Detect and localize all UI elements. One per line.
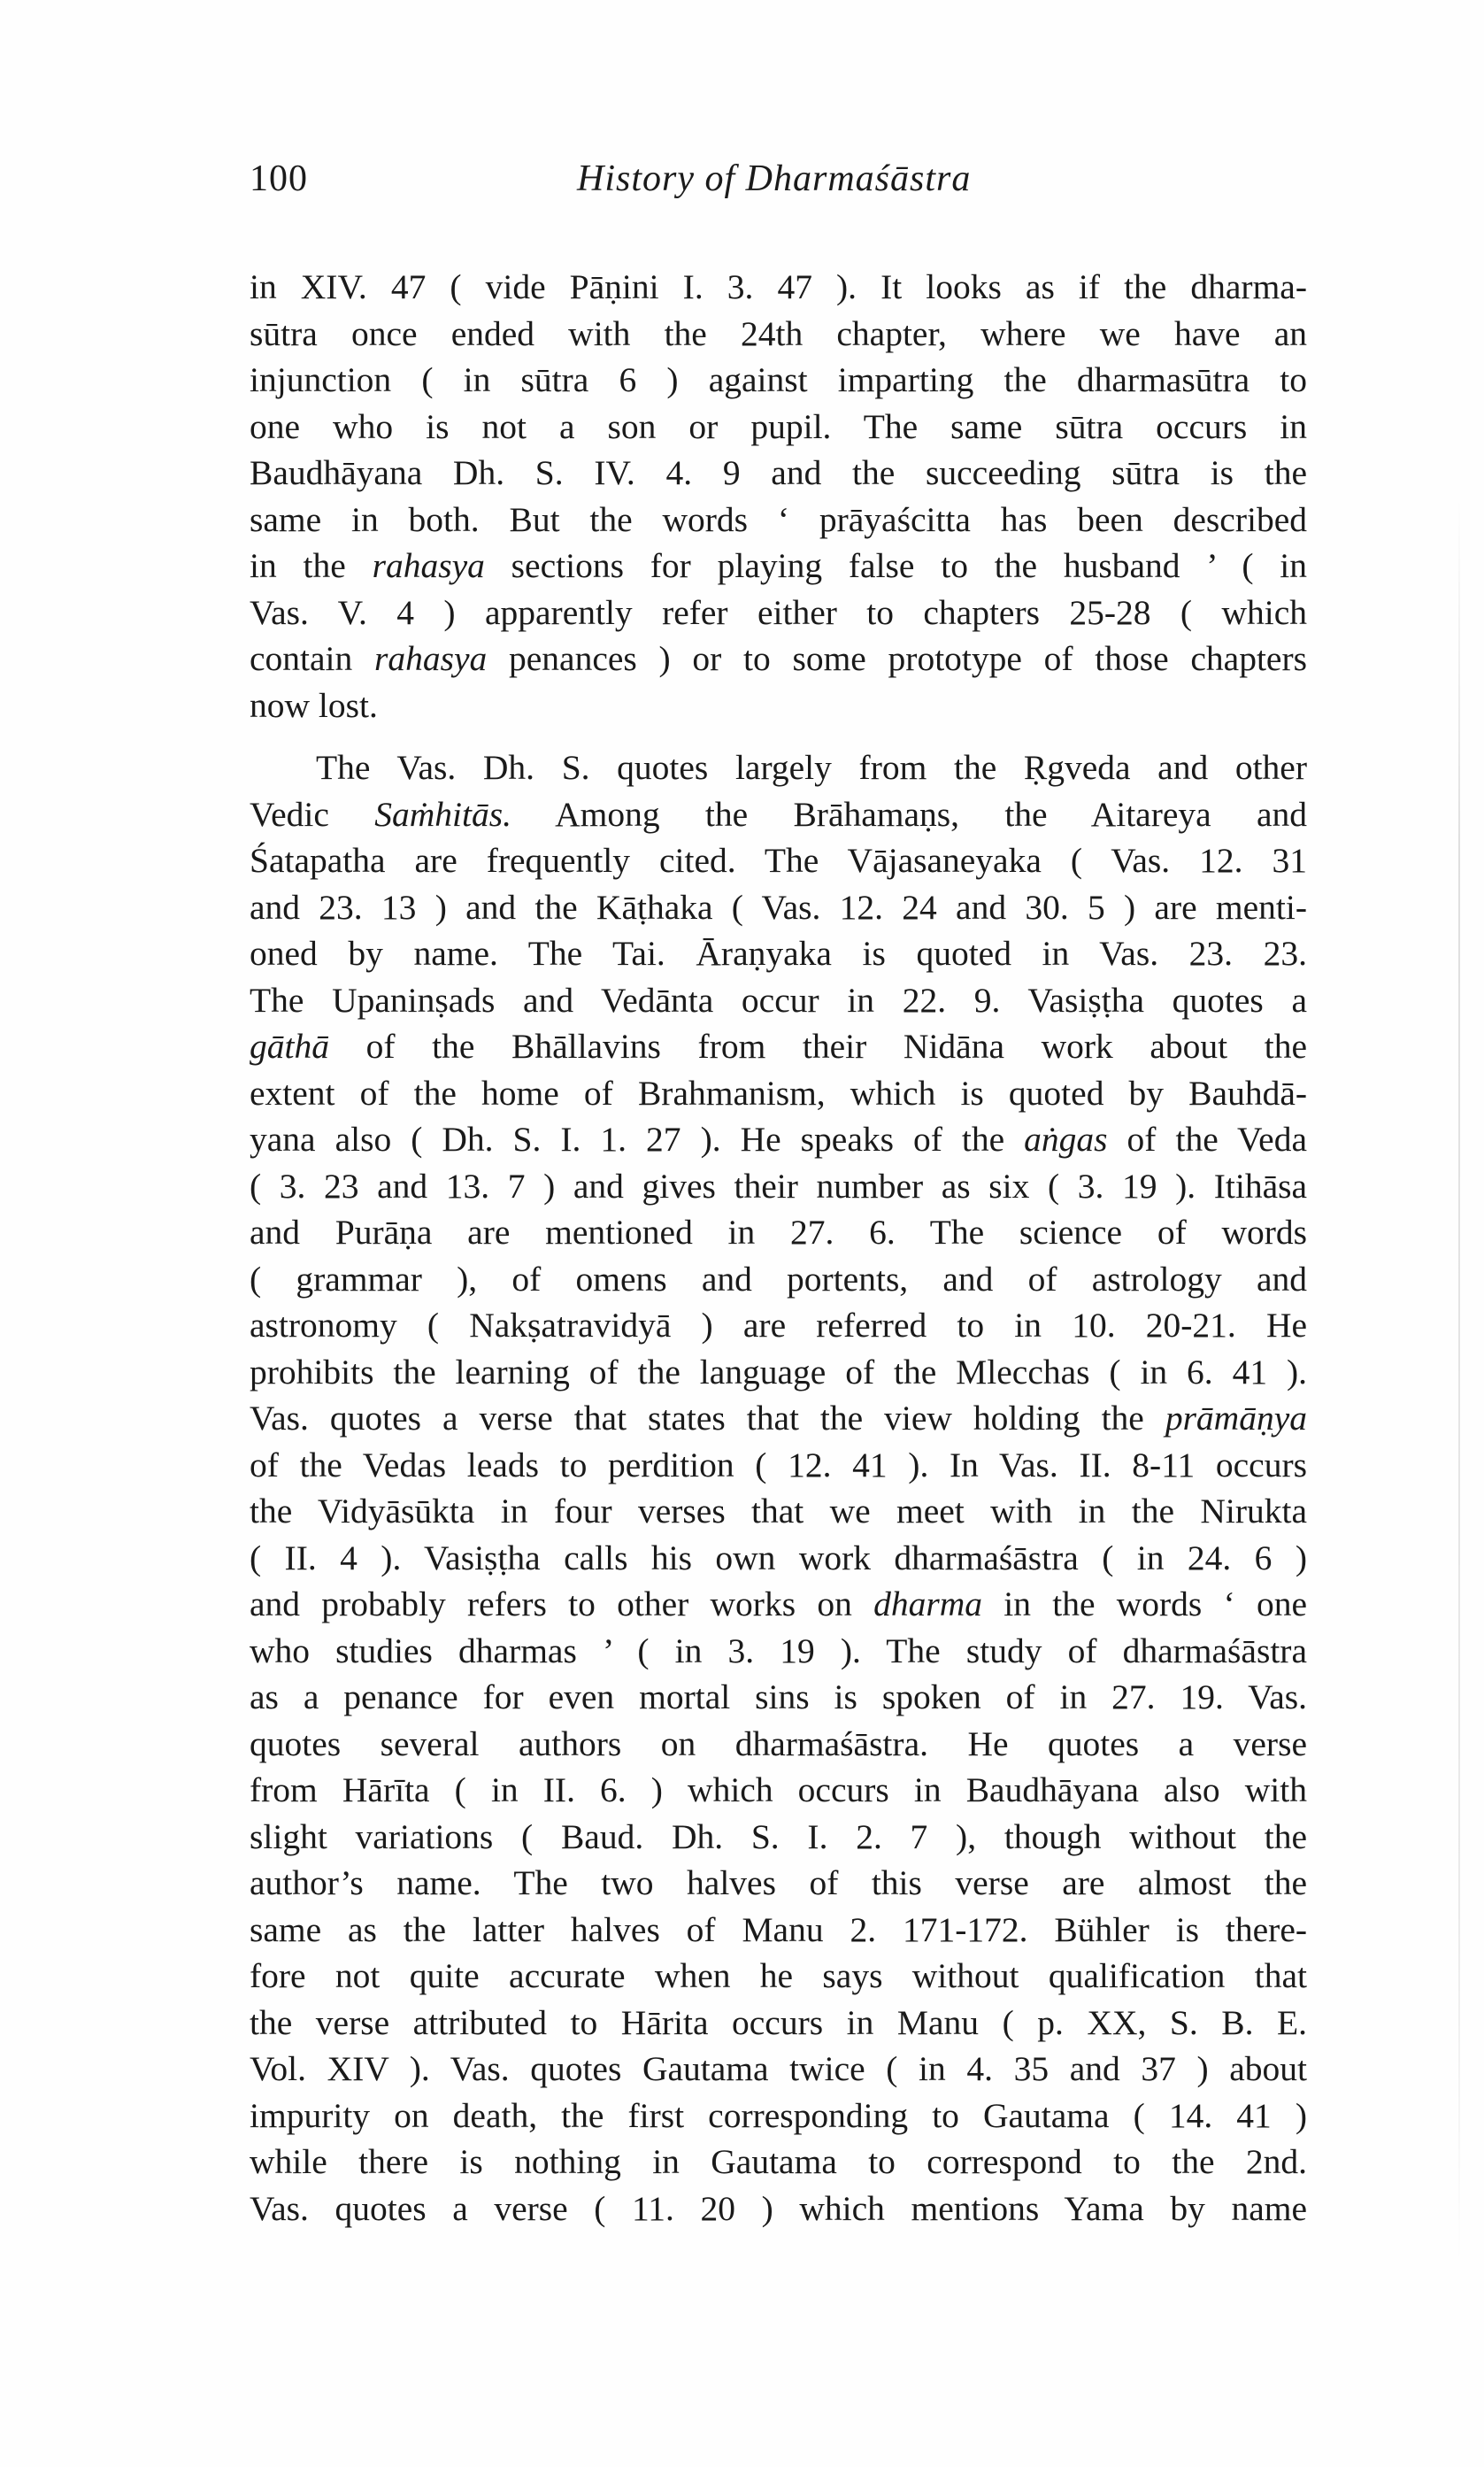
text-line xyxy=(250,1442,1307,1489)
text-line xyxy=(250,1581,1307,1628)
text-segment: while there is nothing in Gautama to correspond to the 2nd. xyxy=(250,2142,1307,2181)
paragraph xyxy=(250,264,1307,729)
text-segment: of the Bhāllavins from their Nidāna work about the xyxy=(328,1027,1307,1066)
text-segment: fore not quite accurate when he says without qualification that xyxy=(250,1956,1307,1995)
text-segment: quotes several authors on dharmaśāstra. He quotes a verse xyxy=(250,1723,1307,1763)
text-segment: The Upaninṣads and Vedānta occur in 22. 9. Vasiṣṭha quotes a xyxy=(250,980,1307,1020)
text-segment: author’s name. The two halves of this verse are almost the xyxy=(250,1863,1307,1902)
text-segment: Śatapatha are frequently cited. The Vājasaneyaka ( Vas. 12. 31 xyxy=(250,841,1307,880)
text-line xyxy=(250,1163,1307,1210)
text-line xyxy=(250,1256,1307,1303)
text-segment: yana also ( Dh. S. I. 1. 27 ). He speaks of the xyxy=(250,1120,1025,1159)
text-segment: in XIV. 47 ( vide Pāṇini I. 3. 47 ). It looks as if the dharma- xyxy=(250,267,1307,306)
text-segment: who studies dharmas ’ ( in 3. 19 ). The study of dharmaśāstra xyxy=(250,1631,1307,1670)
running-title: History of Dharmaśāstra xyxy=(577,158,972,199)
text-segment: Vol. XIV ). Vas. quotes Gautama twice ( in 4. 35 and 37 ) about xyxy=(250,2049,1307,2088)
text-segment: of the Vedas leads to perdition ( 12. 41 ). In Vas. II. 8-11 occurs xyxy=(250,1445,1307,1484)
paragraph xyxy=(250,744,1307,2232)
text-segment: prohibits the learning of the language of the Mlecchas ( in 6. 41 ). xyxy=(250,1352,1307,1392)
text-segment: the verse attributed to Hārita occurs in Manu ( p. XX, S. B. E. xyxy=(250,2002,1307,2042)
text-segment: in the xyxy=(250,546,373,585)
text-segment: penances ) or to some prototype of those chapters xyxy=(487,639,1307,678)
text-line xyxy=(250,2000,1307,2047)
text-segment: one who is not a son or pupil. The same sūtra occurs in xyxy=(250,406,1307,446)
text-line xyxy=(250,404,1307,451)
text-line xyxy=(250,1488,1307,1535)
text-segment: of the Veda xyxy=(1107,1120,1307,1159)
text-line xyxy=(250,884,1307,931)
text-line xyxy=(250,1535,1307,1582)
text-segment: and Purāṇa are mentioned in 27. 6. The science of words xyxy=(250,1213,1307,1252)
text-line xyxy=(250,2046,1307,2093)
text-segment: impurity on death, the first corresponding to Gautama ( 14. 41 ) xyxy=(250,2095,1307,2135)
text-line xyxy=(250,682,1307,729)
body-text xyxy=(250,264,1307,2232)
text-line xyxy=(250,1349,1307,1396)
text-line xyxy=(250,837,1307,884)
text-segment: extent of the home of Brahmanism, which is quoted by Bauhdā- xyxy=(250,1073,1307,1113)
text-line xyxy=(250,1814,1307,1861)
text-segment: Vas. quotes a verse ( 11. 20 ) which mentions Yama by name xyxy=(250,2188,1307,2228)
italic-term: rahasya xyxy=(372,546,485,585)
text-segment: Among the Brāhamaṇs, the Aitareya and xyxy=(511,794,1308,834)
text-line xyxy=(250,2093,1307,2139)
text-segment: sections for playing false to the husband ’ ( in xyxy=(484,546,1308,585)
text-segment: now lost. xyxy=(250,685,378,725)
text-segment: oned by name. The Tai. Āraṇyaka is quoted in Vas. 23. 23. xyxy=(250,934,1307,973)
page-number: 100 xyxy=(250,158,308,199)
text-segment: Vedic xyxy=(250,794,375,834)
text-segment: the Vidyāsūkta in four verses that we meet with in the Nirukta xyxy=(250,1492,1307,1530)
text-segment: ( II. 4 ). Vasiṣṭha calls his own work dharmaśāstra ( in 24. 6 ) xyxy=(250,1538,1307,1577)
text-segment: same as the latter halves of Manu 2. 171-172. Bühler is there- xyxy=(250,1909,1307,1949)
text-line xyxy=(250,2186,1307,2232)
text-segment: and 23. 13 ) and the Kāṭhaka ( Vas. 12. 24 and 30. 5 ) are menti- xyxy=(250,887,1307,927)
text-line xyxy=(250,1116,1307,1163)
text-line xyxy=(250,977,1307,1024)
text-segment: Vas. V. 4 ) apparently refer either to chapters 25-28 ( which xyxy=(250,592,1307,632)
text-segment: and probably refers to other works on xyxy=(250,1584,874,1623)
text-line xyxy=(250,264,1307,311)
text-line xyxy=(250,1070,1307,1117)
italic-term: gāthā xyxy=(250,1027,329,1066)
text-segment: ( grammar ), of omens and portents, and of astrology and xyxy=(250,1259,1307,1299)
text-line xyxy=(250,497,1307,544)
text-line xyxy=(250,1860,1307,1907)
text-line xyxy=(250,1953,1307,2000)
text-segment: astronomy ( Nakṣatravidyā ) are referred to in 10. 20-21. He xyxy=(250,1306,1307,1345)
text-segment: injunction ( in sūtra 6 ) against imparting the dharmasūtra to xyxy=(250,360,1307,399)
italic-term: dharma xyxy=(873,1584,982,1623)
paragraph-gap xyxy=(250,729,1307,744)
text-segment: as a penance for even mortal sins is spoken of in 27. 19. Vas. xyxy=(250,1677,1307,1716)
text-line xyxy=(250,791,1307,838)
text-line xyxy=(250,1721,1307,1768)
text-line xyxy=(250,1209,1307,1256)
text-segment: slight variations ( Baud. Dh. S. I. 2. 7 ), though without the xyxy=(250,1816,1307,1856)
text-segment: contain xyxy=(250,639,374,678)
italic-term: aṅgas xyxy=(1024,1120,1108,1159)
text-line xyxy=(250,1023,1307,1070)
text-line xyxy=(250,744,1307,791)
text-line xyxy=(250,1302,1307,1349)
text-line xyxy=(250,636,1307,682)
italic-term: rahasya xyxy=(374,639,488,678)
text-segment: in the words ‘ one xyxy=(982,1584,1308,1623)
text-line xyxy=(250,1767,1307,1814)
page-edge-shadow xyxy=(1458,496,1460,2266)
text-segment: from Hārīta ( in II. 6. ) which occurs in Baudhāyana also with xyxy=(250,1770,1307,1809)
text-line xyxy=(250,1907,1307,1954)
text-line xyxy=(250,450,1307,497)
text-line xyxy=(250,590,1307,636)
text-segment: ( 3. 23 and 13. 7 ) and gives their number as six ( 3. 19 ). Itihāsa xyxy=(250,1166,1307,1206)
text-line xyxy=(250,311,1307,358)
text-line xyxy=(250,1674,1307,1721)
text-segment: same in both. But the words ‘ prāyaścitta has been described xyxy=(250,499,1307,539)
text-line xyxy=(250,930,1307,977)
text-segment: The Vas. Dh. S. quotes largely from the Ṛgveda and other xyxy=(316,748,1307,787)
italic-term: Saṁhitās. xyxy=(374,794,511,834)
text-line xyxy=(250,357,1307,404)
text-segment: sūtra once ended with the 24th chapter, where we have an xyxy=(250,313,1307,353)
italic-term: prāmāṇya xyxy=(1165,1399,1307,1438)
text-line xyxy=(250,2139,1307,2186)
text-segment: Baudhāyana Dh. S. IV. 4. 9 and the succeeding sūtra is the xyxy=(250,453,1307,492)
text-line xyxy=(250,1628,1307,1675)
text-line xyxy=(250,1395,1307,1442)
text-line xyxy=(250,543,1307,590)
page-header xyxy=(250,158,1311,211)
text-segment: Vas. quotes a verse that states that the view holding the xyxy=(250,1399,1165,1438)
